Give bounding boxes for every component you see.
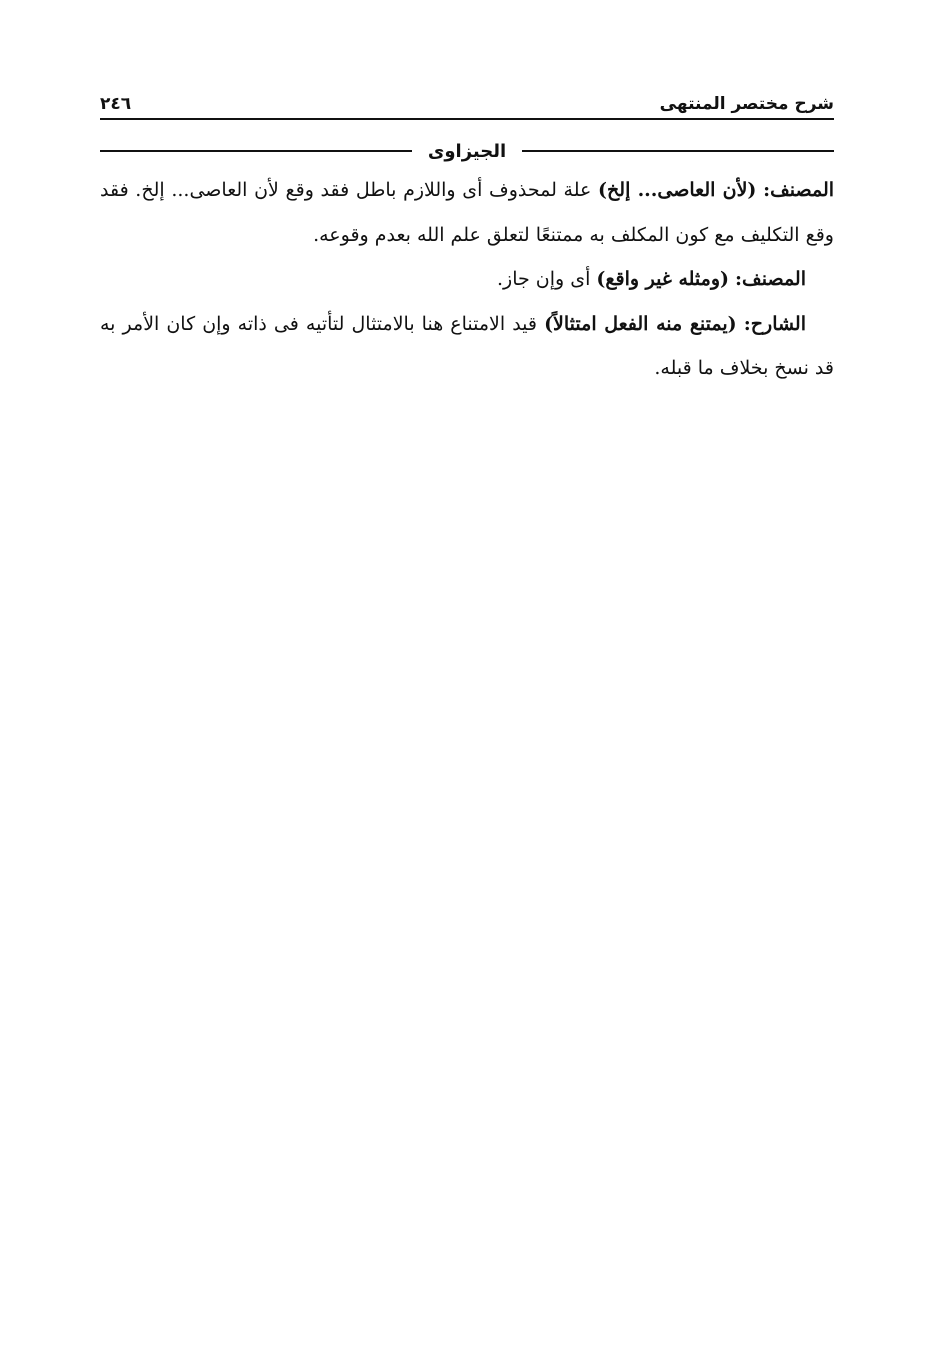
page-number: ٢٤٦ [100,94,132,114]
heading-rule-left [100,150,412,152]
heading-rule-right [522,150,834,152]
paragraph-text: أى وإن جاز. [496,268,591,290]
paragraph-lead: المصنف: [735,268,806,290]
paragraph [100,302,834,391]
paragraph-text: علة لمحذوف أى واللازم باطل فقد وقع لأن العاصى... إلخ. فقد وقع التكليف مع كون المكلف به ممتنعًا لتعلق علم الله بعدم وقوعه. [100,179,834,246]
section-heading [100,136,834,166]
page [100,80,834,391]
running-title: شرح مختصر المنتهى [659,94,834,114]
paragraph-lead: المصنف: [763,179,835,201]
section-title: الجيزاوى [427,140,507,162]
paragraph-lead: الشارح: [743,312,806,335]
paragraph [100,168,834,257]
paragraph-quote: (ومثله غير واقع) [596,268,729,290]
paragraph-text: قيد الامتناع هنا بالامتثال لتأتيه فى ذاته وإن كان الأمر به قد نسخ بخلاف ما قبله. [100,312,834,379]
paragraph-quote: (لأن العاصى... إلخ) [598,179,757,201]
paragraph-quote: (يمتنع منه الفعل امتثالاً) [544,312,737,335]
paragraph [100,257,834,302]
running-header [100,80,834,120]
commentary-body [100,168,834,391]
